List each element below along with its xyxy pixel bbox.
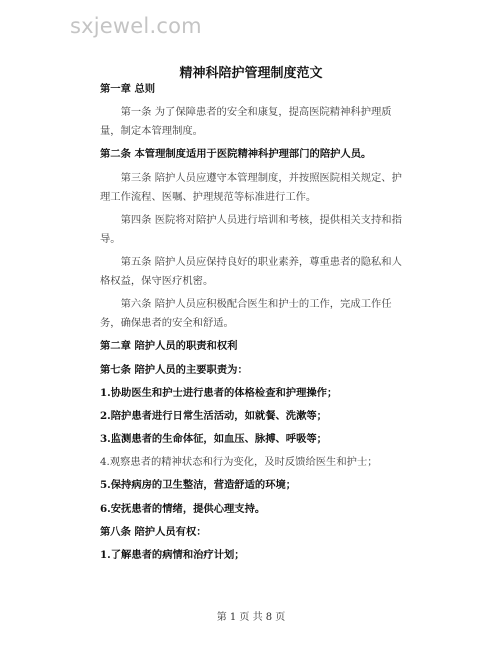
page-footer: 第 1 页 共 8 页	[216, 612, 286, 623]
paragraph: 第一条 为了保障患者的安全和康复，提高医院精神科护理质量，制定本管理制度。	[100, 106, 392, 138]
paragraph: 3.监测患者的生命体征，如血压、脉搏、呼吸等；	[100, 433, 327, 446]
paragraph: 第三条 陪护人员应遵守本管理制度，并按照医院相关规定、护理工作流程、医嘱、护理规范等标准进行工作。	[100, 171, 402, 203]
watermark: sxjewel.com	[70, 14, 202, 38]
document-body	[100, 80, 402, 569]
paragraph: 第八条 陪护人员有权：	[100, 525, 207, 538]
paragraph: 第二条 本管理制度适用于医院精神科护理部门的陪护人员。	[100, 148, 372, 161]
paragraph: 第二章 陪护人员的职责和权利	[100, 340, 238, 353]
paragraph: 第七条 陪护人员的主要职责为：	[100, 363, 248, 376]
paragraph: 2.陪护患者进行日常生活活动，如就餐、洗漱等；	[100, 409, 327, 422]
paragraph: 第一章 总则	[100, 83, 156, 95]
paragraph: 第四条 医院将对陪护人员进行培训和考核，提供相关支持和指导。	[100, 213, 402, 245]
paragraph: 4.观察患者的精神状态和行为变化，及时反馈给医生和护士；	[100, 456, 378, 469]
document-title: 精神科陪护管理制度范文	[179, 66, 323, 81]
paragraph: 1.协助医生和护士进行患者的体格检查和护理操作；	[100, 386, 338, 399]
paragraph: 5.保持病房的卫生整洁，营造舒适的环境；	[100, 479, 297, 492]
paragraph: 6.安抚患者的情绪，提供心理支持。	[100, 502, 266, 515]
paragraph: 第五条 陪护人员应保持良好的职业素养，尊重患者的隐私和人格权益，保守医疗机密。	[100, 255, 402, 287]
paragraph: 1.了解患者的病情和治疗计划；	[100, 549, 245, 561]
paragraph: 第六条 陪护人员应积极配合医生和护士的工作，完成工作任务，确保患者的安全和舒适。	[100, 298, 392, 330]
